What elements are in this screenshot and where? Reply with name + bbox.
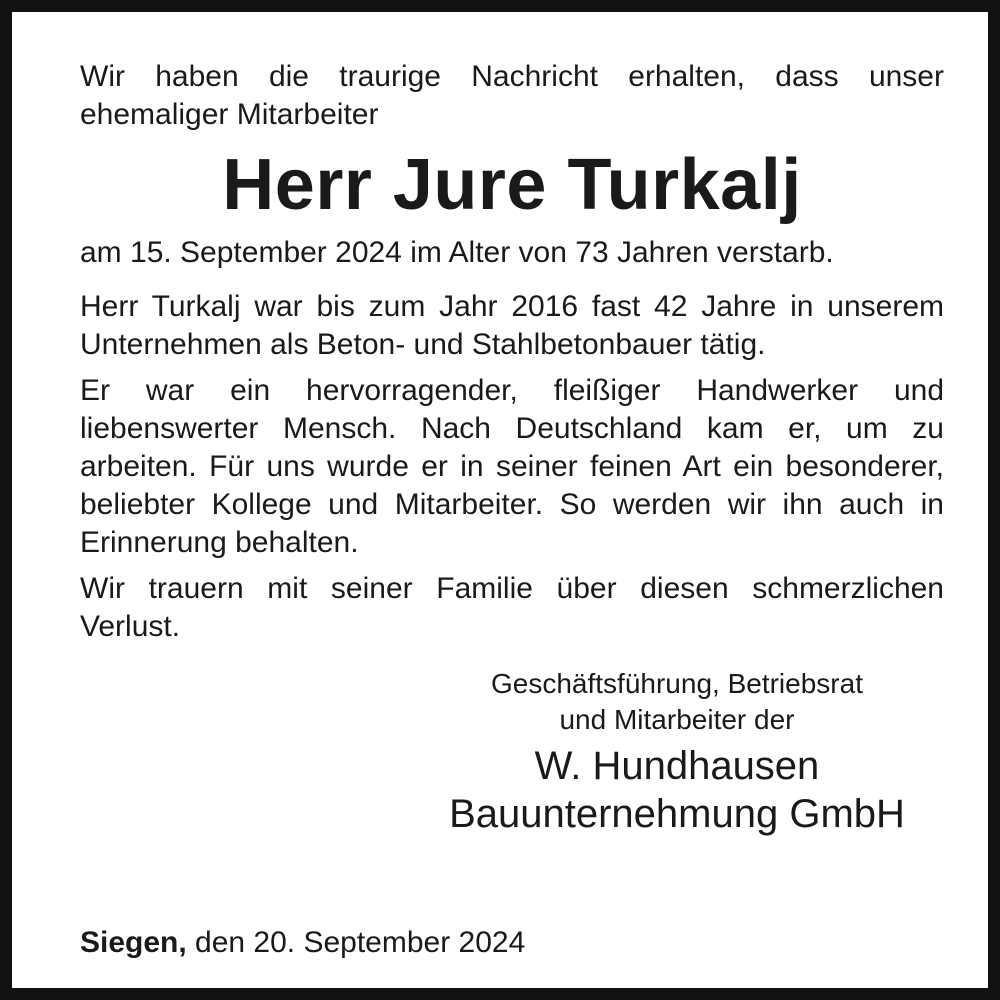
signature-line-2: und Mitarbeiter der (559, 704, 795, 735)
footer-date: den 20. September 2024 (186, 926, 526, 959)
condolence-paragraph: Wir trauern mit seiner Familie über diesen schmerzlichen Verlust. (80, 572, 944, 643)
employment-paragraph: Herr Turkalj war bis zum Jahr 2016 fast 42 Jahre in unserem Unternehmen als Beton- und Stahlbetonbauer tätig. (80, 290, 944, 361)
company-name-line-1: W. Hundhausen (534, 744, 820, 788)
place-date-footer (80, 924, 525, 962)
intro-text: Wir haben die traurige Nachricht erhalten, dass unser ehemaliger Mitarbeiter (80, 60, 944, 131)
signature-block (430, 666, 924, 838)
footer-city: Siegen, (80, 926, 187, 959)
signature-line-1: Geschäftsführung, Betriebsrat (491, 668, 863, 699)
deceased-name: Herr Jure Turkalj (222, 145, 802, 225)
company-name-line-2: Bauunternehmung GmbH (449, 792, 905, 836)
obituary-content (80, 58, 944, 838)
death-date-line: am 15. September 2024 im Alter von 73 Jahren verstarb. (80, 236, 834, 269)
tribute-paragraph: Er war ein hervorragender, fleißiger Handwerker und liebenswerter Mensch. Nach Deutschland kam er, um zu arbeiten. Für uns wurde er in seiner feinen Art ein besonderer, beliebter Kollege und Mitarbeiter. So werden wir ihn auch in Erinnerung behalten. (80, 374, 944, 559)
